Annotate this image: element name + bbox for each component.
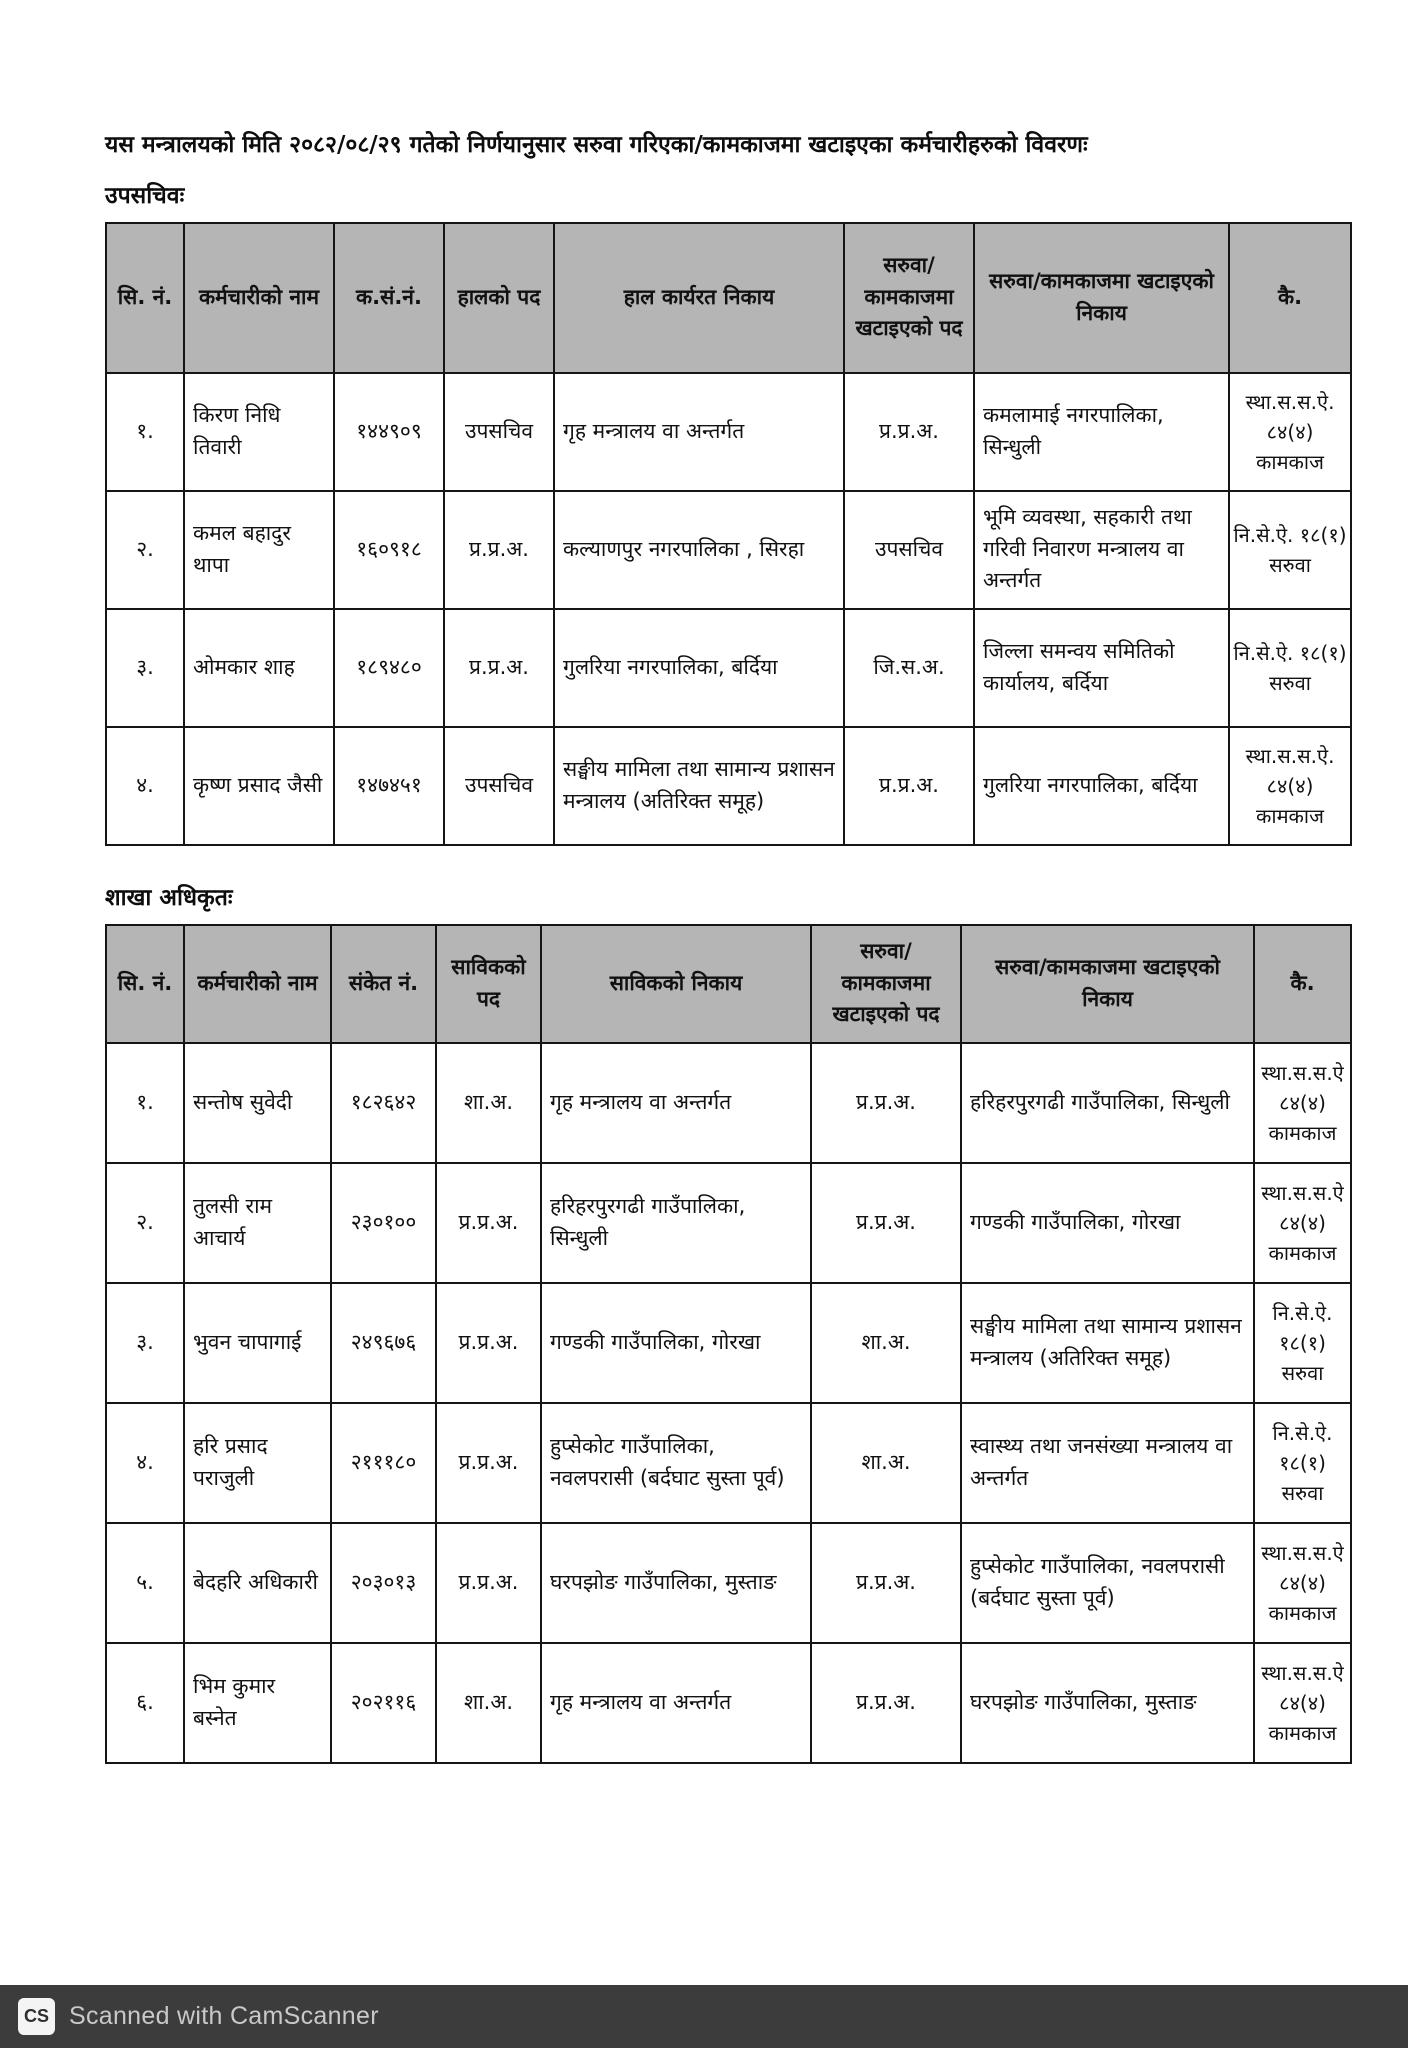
cell-transfer-post: शा.अ.: [811, 1403, 961, 1523]
cell-sn: ५.: [106, 1523, 184, 1643]
cell-transfer-office: स्वास्थ्य तथा जनसंख्या मन्त्रालय वा अन्तर्गत: [961, 1403, 1254, 1523]
cell-transfer-post: जि.स.अ.: [844, 609, 974, 727]
table-row: [106, 491, 1351, 609]
cell-sn: ४.: [106, 1403, 184, 1523]
cell-name: ओमकार शाह: [184, 609, 334, 727]
column-header-current-post: हालको पद: [444, 223, 554, 373]
cell-employee-no: १६०९१८: [334, 491, 444, 609]
cell-remarks: स्था.स.स.ऐ ८४(४) कामकाज: [1254, 1523, 1351, 1643]
cell-code-no: २४९६७६: [331, 1283, 436, 1403]
cell-remarks: स्था.स.स.ऐ ८४(४) कामकाज: [1254, 1163, 1351, 1283]
cell-former-office: हुप्सेकोट गाउँपालिका, नवलपरासी (बर्दघाट सुस्ता पूर्व): [541, 1403, 811, 1523]
cell-code-no: २०३०१३: [331, 1523, 436, 1643]
cell-current-post: उपसचिव: [444, 373, 554, 491]
cell-name: भुवन चापागाई: [184, 1283, 331, 1403]
cell-transfer-post: प्र.प्र.अ.: [844, 373, 974, 491]
table1-header-row: [106, 223, 1351, 373]
cell-former-office: हरिहरपुरगढी गाउँपालिका, सिन्धुली: [541, 1163, 811, 1283]
cell-current-post: प्र.प्र.अ.: [444, 491, 554, 609]
cell-transfer-post: प्र.प्र.अ.: [811, 1523, 961, 1643]
column-header-current-office: हाल कार्यरत निकाय: [554, 223, 844, 373]
cell-name: हरि प्रसाद पराजुली: [184, 1403, 331, 1523]
cell-employee-no: १४४९०९: [334, 373, 444, 491]
cell-former-office: गृह मन्त्रालय वा अन्तर्गत: [541, 1043, 811, 1163]
cell-remarks: नि.से.ऐ. १८(१) सरुवा: [1254, 1283, 1351, 1403]
table-row: [106, 609, 1351, 727]
cell-code-no: २१११८०: [331, 1403, 436, 1523]
column-header-transfer-office: सरुवा/कामकाजमा खटाइएको निकाय: [961, 925, 1254, 1043]
section-label-shakha-adhikrit: शाखा अधिकृतः: [105, 884, 233, 911]
table-row: [106, 727, 1351, 845]
column-header-sn: सि. नं.: [106, 925, 184, 1043]
column-header-transfer-post: सरुवा/ कामकाजमा खटाइएको पद: [811, 925, 961, 1043]
camscanner-watermark-text: Scanned with CamScanner: [69, 2002, 379, 2030]
cell-former-office: घरपझोङ गाउँपालिका, मुस्ताङ: [541, 1523, 811, 1643]
cell-former-office: गण्डकी गाउँपालिका, गोरखा: [541, 1283, 811, 1403]
column-header-transfer-post: सरुवा/ कामकाजमा खटाइएको पद: [844, 223, 974, 373]
cell-code-no: १८२६४२: [331, 1043, 436, 1163]
cell-transfer-office: सङ्घीय मामिला तथा सामान्य प्रशासन मन्त्रालय (अतिरिक्त समूह): [961, 1283, 1254, 1403]
table-row: [106, 1523, 1351, 1643]
cell-sn: ३.: [106, 609, 184, 727]
cell-name: तुलसी राम आचार्य: [184, 1163, 331, 1283]
cell-code-no: २३०१००: [331, 1163, 436, 1283]
cell-name: सन्तोष सुवेदी: [184, 1043, 331, 1163]
cell-transfer-post: प्र.प्र.अ.: [811, 1163, 961, 1283]
cell-transfer-office: कमलामाई नगरपालिका, सिन्धुली: [974, 373, 1229, 491]
column-header-employee-no: क.सं.नं.: [334, 223, 444, 373]
table-row: [106, 1163, 1351, 1283]
section-label-upasachiv: उपसचिवः: [105, 182, 185, 209]
column-header-name: कर्मचारीको नाम: [184, 223, 334, 373]
cell-current-office: सङ्घीय मामिला तथा सामान्य प्रशासन मन्त्रालय (अतिरिक्त समूह): [554, 727, 844, 845]
cell-former-post: प्र.प्र.अ.: [436, 1523, 541, 1643]
column-header-remarks: कै.: [1254, 925, 1351, 1043]
cell-name: कमल बहादुर थापा: [184, 491, 334, 609]
cell-transfer-office: भूमि व्यवस्था, सहकारी तथा गरिवी निवारण मन्त्रालय वा अन्तर्गत: [974, 491, 1229, 609]
cell-transfer-post: शा.अ.: [811, 1283, 961, 1403]
cell-sn: ६.: [106, 1643, 184, 1763]
cell-former-post: शा.अ.: [436, 1043, 541, 1163]
cell-sn: ४.: [106, 727, 184, 845]
cell-employee-no: १४७४५१: [334, 727, 444, 845]
cell-former-office: गृह मन्त्रालय वा अन्तर्गत: [541, 1643, 811, 1763]
cell-remarks: स्था.स.स.ऐ ८४(४) कामकाज: [1254, 1043, 1351, 1163]
cell-code-no: २०२११६: [331, 1643, 436, 1763]
cell-current-post: प्र.प्र.अ.: [444, 609, 554, 727]
cell-transfer-office: गुलरिया नगरपालिका, बर्दिया: [974, 727, 1229, 845]
cell-remarks: नि.से.ऐ. १८(१) सरुवा: [1229, 491, 1351, 609]
cell-remarks: स्था.स.स.ऐ ८४(४) कामकाज: [1254, 1643, 1351, 1763]
cell-remarks: स्था.स.स.ऐ. ८४(४) कामकाज: [1229, 727, 1351, 845]
shakha-adhikrit-table: [105, 924, 1352, 1764]
cell-name: भिम कुमार बस्नेत: [184, 1643, 331, 1763]
cell-transfer-post: प्र.प्र.अ.: [811, 1043, 961, 1163]
cell-sn: १.: [106, 1043, 184, 1163]
camscanner-logo-icon: CS: [18, 1998, 55, 2035]
cell-transfer-office: हुप्सेकोट गाउँपालिका, नवलपरासी (बर्दघाट सुस्ता पूर्व): [961, 1523, 1254, 1643]
cell-former-post: प्र.प्र.अ.: [436, 1163, 541, 1283]
cell-sn: २.: [106, 491, 184, 609]
cell-transfer-office: जिल्ला समन्वय समितिको कार्यालय, बर्दिया: [974, 609, 1229, 727]
document-title: यस मन्त्रालयको मिति २०८२/०८/२९ गतेको निर्णयानुसार सरुवा गरिएका/कामकाजमा खटाइएका कर्मचारीहरुको विवरणः: [105, 132, 1088, 158]
table-row: [106, 1043, 1351, 1163]
cell-remarks: नि.से.ऐ. १८(१) सरुवा: [1229, 609, 1351, 727]
cell-transfer-office: घरपझोङ गाउँपालिका, मुस्ताङ: [961, 1643, 1254, 1763]
cell-remarks: नि.से.ऐ. १८(१) सरुवा: [1254, 1403, 1351, 1523]
cell-name: किरण निधि तिवारी: [184, 373, 334, 491]
cell-transfer-post: प्र.प्र.अ.: [811, 1643, 961, 1763]
cell-employee-no: १८९४८०: [334, 609, 444, 727]
cell-remarks: स्था.स.स.ऐ. ८४(४) कामकाज: [1229, 373, 1351, 491]
cell-transfer-post: उपसचिव: [844, 491, 974, 609]
cell-current-office: गुलरिया नगरपालिका, बर्दिया: [554, 609, 844, 727]
table-row: [106, 373, 1351, 491]
cell-current-office: गृह मन्त्रालय वा अन्तर्गत: [554, 373, 844, 491]
column-header-code-no: संकेत नं.: [331, 925, 436, 1043]
cell-former-post: प्र.प्र.अ.: [436, 1283, 541, 1403]
camscanner-footer: [0, 1985, 1408, 2048]
column-header-former-office: साविकको निकाय: [541, 925, 811, 1043]
table2-header-row: [106, 925, 1351, 1043]
cell-former-post: शा.अ.: [436, 1643, 541, 1763]
cell-current-office: कल्याणपुर नगरपालिका , सिरहा: [554, 491, 844, 609]
cell-transfer-office: हरिहरपुरगढी गाउँपालिका, सिन्धुली: [961, 1043, 1254, 1163]
column-header-name: कर्मचारीको नाम: [184, 925, 331, 1043]
column-header-transfer-office: सरुवा/कामकाजमा खटाइएको निकाय: [974, 223, 1229, 373]
cell-sn: १.: [106, 373, 184, 491]
cell-transfer-office: गण्डकी गाउँपालिका, गोरखा: [961, 1163, 1254, 1283]
cell-current-post: उपसचिव: [444, 727, 554, 845]
cell-name: बेदहरि अधिकारी: [184, 1523, 331, 1643]
upasachiv-table: [105, 222, 1352, 846]
cell-former-post: प्र.प्र.अ.: [436, 1403, 541, 1523]
table-row: [106, 1643, 1351, 1763]
table-row: [106, 1403, 1351, 1523]
cell-transfer-post: प्र.प्र.अ.: [844, 727, 974, 845]
column-header-remarks: कै.: [1229, 223, 1351, 373]
column-header-sn: सि. नं.: [106, 223, 184, 373]
cell-sn: ३.: [106, 1283, 184, 1403]
column-header-former-post: साविकको पद: [436, 925, 541, 1043]
cell-name: कृष्ण प्रसाद जैसी: [184, 727, 334, 845]
cell-sn: २.: [106, 1163, 184, 1283]
table-row: [106, 1283, 1351, 1403]
